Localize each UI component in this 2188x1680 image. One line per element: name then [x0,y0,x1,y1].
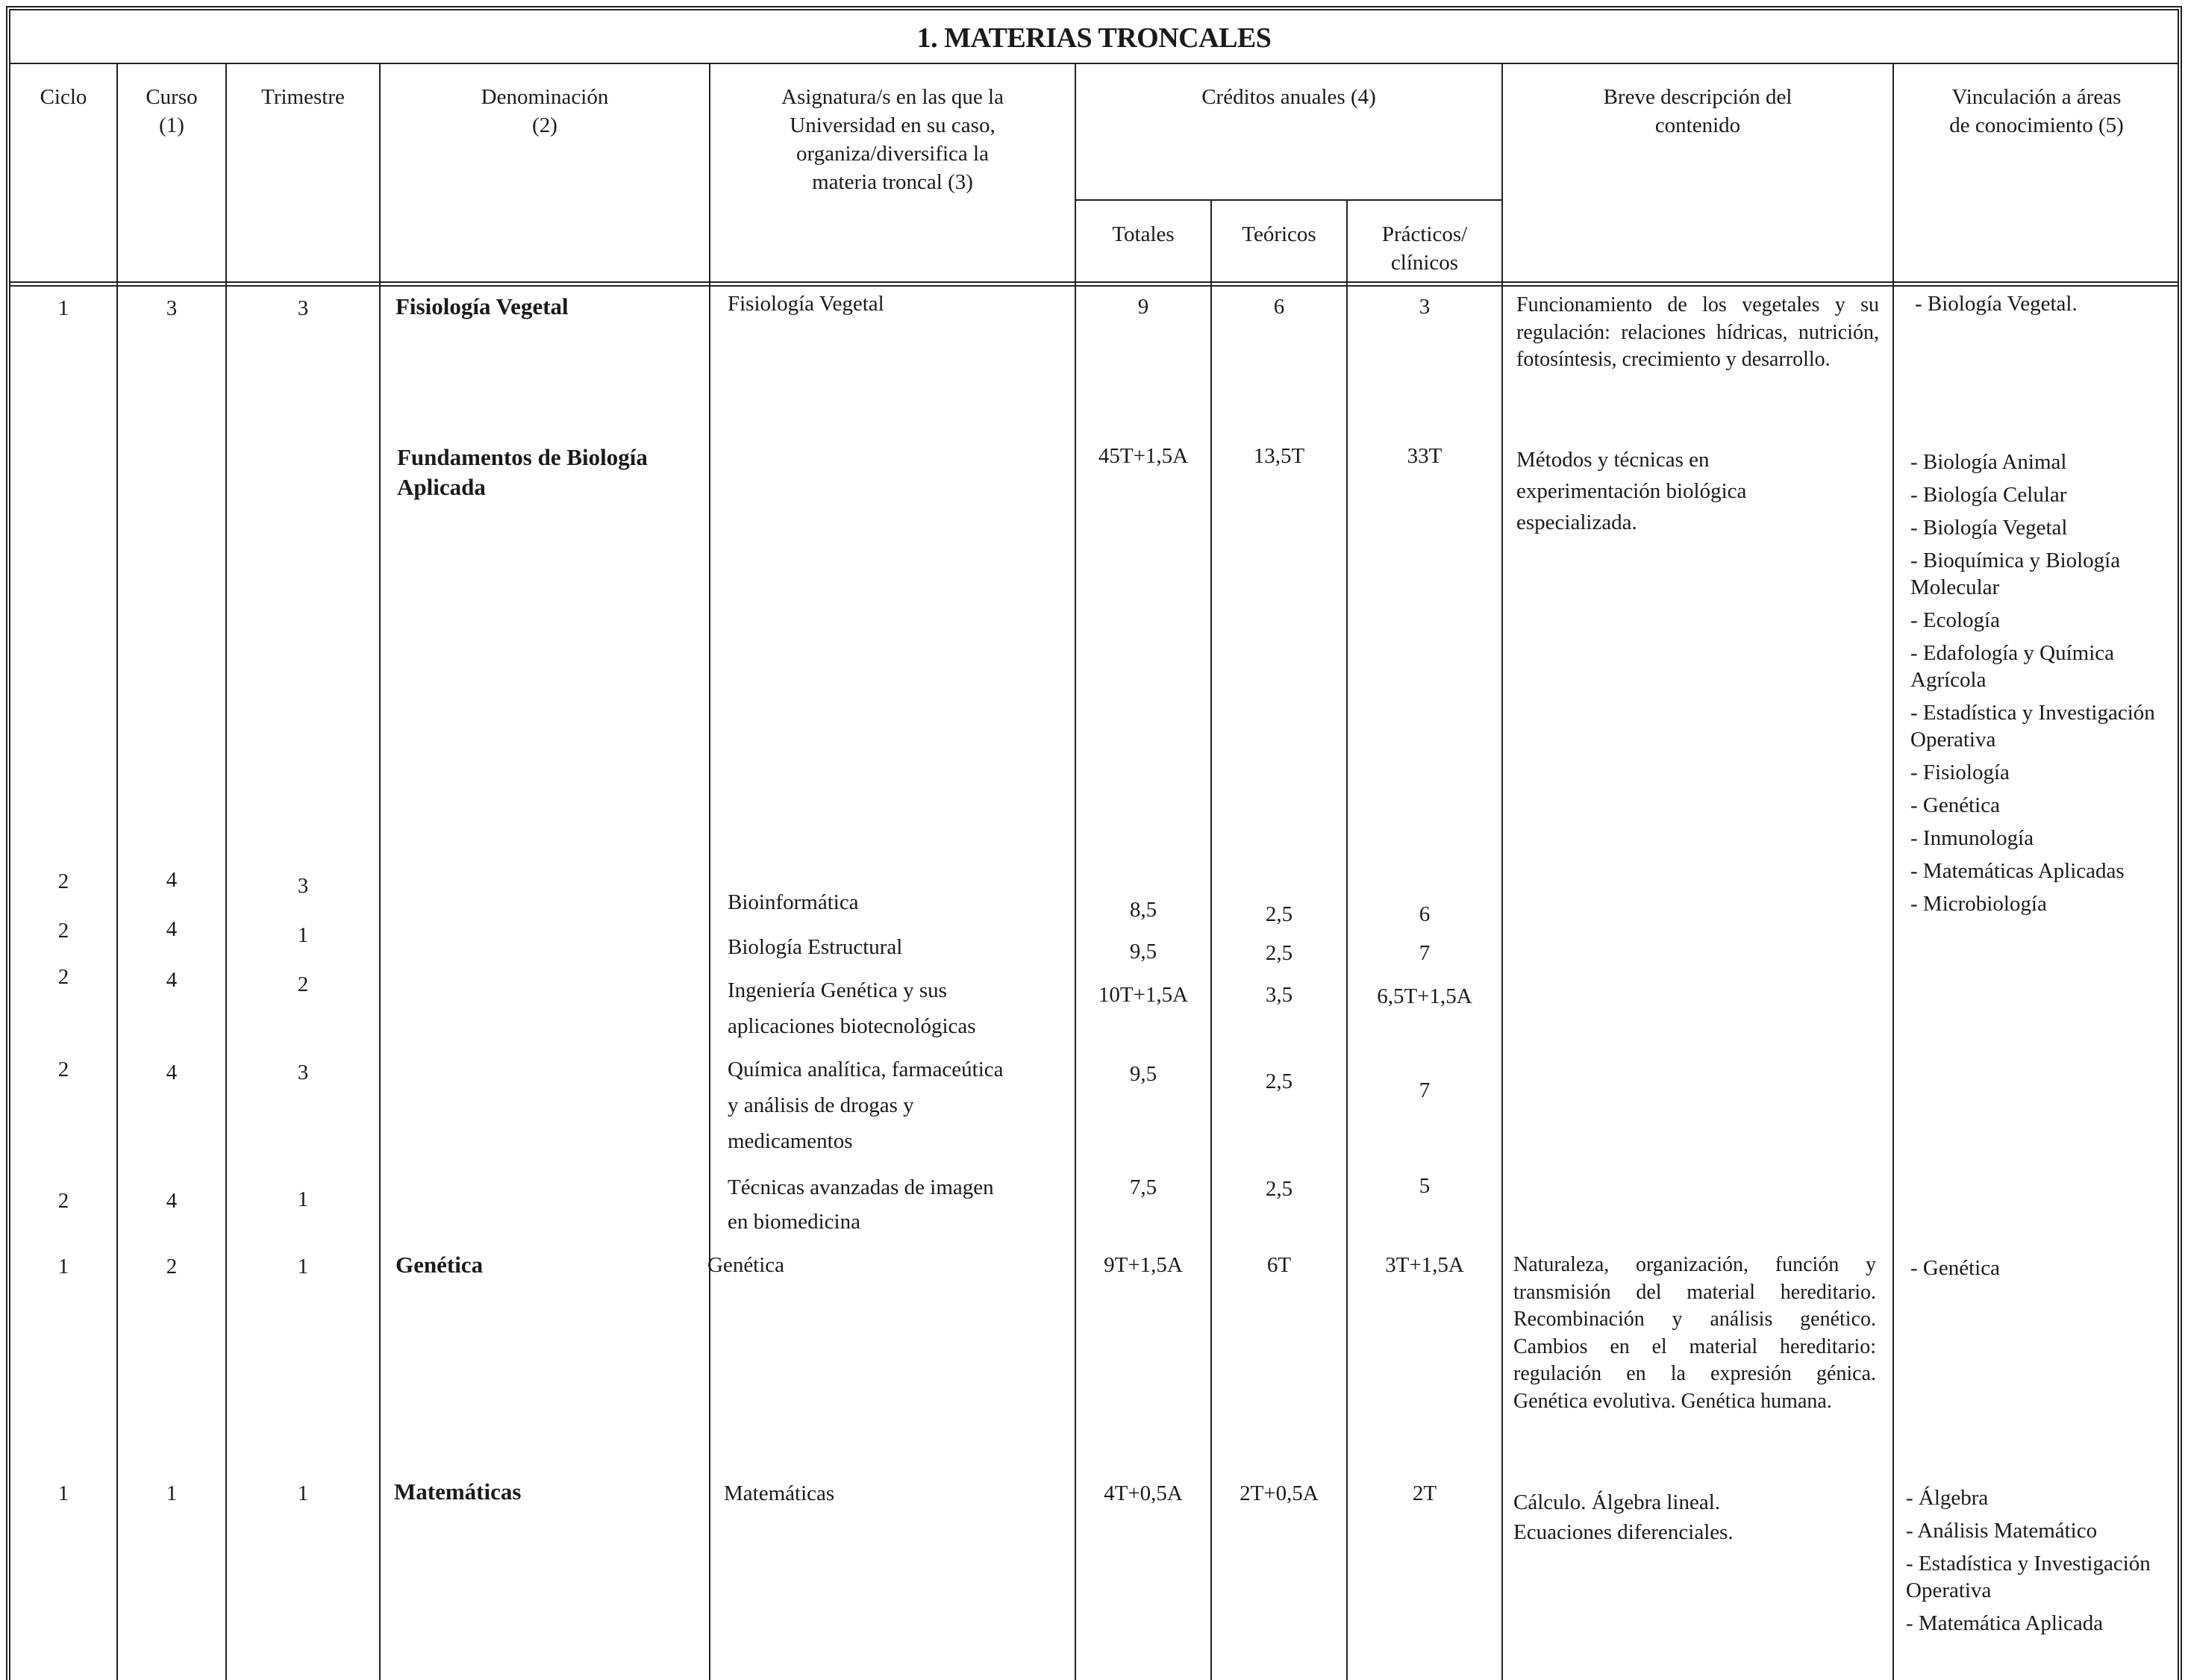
cell-curso: 4 [166,868,178,892]
cell-asignatura-line2: aplicaciones biotecnológicas [728,1014,976,1038]
cell-denominacion-line2: Aplicada [397,474,486,500]
area-item: - Fisiología [1910,761,2010,784]
area-item: - Inmunología [1910,826,2034,850]
cell-asignatura: Química analítica, farmaceútica [728,1058,1004,1081]
cell-descripcion: experimentación biológica [1516,479,1747,503]
cell-teoricos: 2,5 [1265,1069,1293,1093]
header-breve-line2: contenido [1654,113,1741,137]
area-item: - Matemática Aplicada [1906,1611,2104,1635]
cell-teoricos: 2,5 [1265,902,1293,926]
cell-practicos: 3T+1,5A [1385,1253,1464,1277]
cell-area-list [1906,1484,2166,1643]
col-divider [709,64,710,1680]
cell-curso: 4 [166,1189,178,1213]
header-vinculacion-line2: de conocimiento (5) [1949,113,2124,137]
cell-trimestre: 2 [297,972,309,996]
header-curso-note: (1) [159,113,184,137]
cell-asignatura-line2: en biomedicina [728,1210,860,1234]
cell-practicos: 3 [1419,295,1431,319]
cell-ciclo: 1 [57,1481,69,1505]
cell-totales: 10T+1,5A [1098,983,1189,1007]
cell-asignatura-line3: medicamentos [728,1129,853,1153]
cell-ciclo: 1 [57,296,69,320]
cell-denominacion: Fisiología Vegetal [396,293,569,319]
cell-ciclo: 2 [57,1189,69,1213]
cell-denominacion: Fundamentos de Biología [397,444,648,470]
area-item: - Biología Celular [1910,483,2067,507]
header-vinculacion: Vinculación a áreas [1951,85,2122,109]
cell-asignatura: Genética [707,1253,785,1277]
cell-totales: 8,5 [1129,898,1157,922]
header-curso: Curso [146,85,198,109]
area-item: - Análisis Matemático [1906,1519,2098,1543]
cell-teoricos: 13,5T [1253,444,1305,468]
cell-teoricos: 6 [1273,295,1285,319]
area-item: - Estadística y Investigación Operativa [1910,701,2155,752]
cell-descripcion: Ecuaciones diferenciales. [1513,1520,1734,1544]
cell-teoricos: 2,5 [1265,941,1293,965]
col-divider [1892,64,1894,1680]
header-denominacion-note: (2) [532,113,557,137]
area-item: - Microbiología [1910,892,2047,916]
header-breve: Breve descripción del [1603,85,1792,109]
cell-ciclo: 2 [57,869,69,893]
cell-asignatura: Técnicas avanzadas de imagen [728,1175,994,1199]
cell-totales: 9T+1,5A [1104,1253,1183,1277]
cell-trimestre: 1 [297,923,309,947]
cell-ciclo: 1 [57,1255,69,1278]
area-item: - Biología Vegetal [1910,516,2068,540]
cell-trimestre: 1 [297,1481,309,1505]
header-bottom-rule-2 [9,285,2179,287]
cell-trimestre: 3 [297,874,309,898]
cell-descripcion: Cálculo. Álgebra lineal. [1513,1490,1721,1514]
area-item: - Genética [1910,793,2000,817]
cell-asignatura-line2: y análisis de drogas y [728,1093,914,1117]
cell-curso: 1 [166,1481,178,1505]
cell-area-list [1910,449,2166,923]
cell-curso: 2 [166,1255,178,1278]
cell-trimestre: 1 [297,1187,309,1211]
cell-descripcion: Naturaleza, organización, función y transmisión del material hereditario. Recombinación y análisis genético. Cambios en el material hereditario: regulación en la expresión génica. Genética evolutiva. Genética humana. [1513,1253,1876,1413]
title-rule [9,63,2179,64]
area-item: - Biología Animal [1910,450,2067,474]
cell-teoricos: 6T [1266,1253,1292,1277]
header-asignatura-line: Universidad en su caso, [790,113,995,137]
cell-practicos: 5 [1419,1174,1431,1198]
header-creditos: Créditos anuales (4) [1201,85,1376,109]
area-item: - Estadística y Investigación Operativa [1906,1552,2151,1602]
cell-practicos: 7 [1419,1078,1431,1102]
header-teoricos: Teóricos [1242,222,1316,246]
area-item: - Edafología y Química Agrícola [1910,641,2114,692]
col-divider [1501,64,1503,1680]
cell-ciclo: 2 [57,1058,69,1081]
cell-denominacion: Matemáticas [394,1478,522,1505]
cell-area: - Biología Vegetal. [1915,292,2078,316]
area-item: - Álgebra [1906,1486,1989,1510]
cell-asignatura: Bioinformática [728,890,859,914]
area-item: - Bioquímica y Biología Molecular [1910,549,2121,599]
cell-totales: 4T+0,5A [1104,1481,1183,1505]
cell-totales: 9,5 [1129,940,1157,964]
header-denominacion: Denominación [481,85,609,109]
cell-practicos: 6,5T+1,5A [1377,984,1472,1008]
header-ciclo: Ciclo [40,85,87,109]
col-divider [379,64,381,1680]
header-bottom-rule [9,281,2179,283]
cell-area: - Genética [1910,1256,2000,1280]
cell-trimestre: 3 [297,296,309,320]
cell-ciclo: 2 [57,919,69,943]
header-asignatura-line: materia troncal (3) [812,170,973,194]
header-asignatura-line: Asignatura/s en las que la [781,85,1004,109]
cell-teoricos: 2,5 [1265,1177,1293,1201]
cell-asignatura: Matemáticas [724,1481,835,1505]
area-item: - Matemáticas Aplicadas [1910,859,2125,883]
cell-asignatura: Biología Estructural [728,935,903,959]
cell-asignatura: Ingeniería Genética y sus [728,978,947,1002]
area-item: - Ecología [1910,608,2000,632]
table-title: 1. MATERIAS TRONCALES [916,22,1272,54]
cell-trimestre: 1 [297,1255,309,1278]
header-practicos: Prácticos/ [1381,222,1468,246]
cell-practicos: 7 [1419,941,1431,965]
cell-denominacion: Genética [396,1252,484,1278]
credits-subheader-rule [1075,199,1501,201]
cell-practicos: 2T [1412,1481,1437,1505]
cell-descripcion: Funcionamiento de los vegetales y su regulación: relaciones hídricas, nutrición, fotosíntesis, crecimiento y desarrollo. [1516,293,1879,371]
cell-descripcion: Métodos y técnicas en [1516,448,1710,472]
cell-teoricos: 3,5 [1265,983,1293,1007]
cell-practicos: 33T [1407,444,1442,468]
cell-totales: 9,5 [1129,1062,1157,1086]
header-practicos-line2: clínicos [1390,251,1459,275]
cell-curso: 3 [166,296,178,320]
cell-asignatura: Fisiología Vegetal [728,292,884,316]
cell-trimestre: 3 [297,1061,309,1084]
page-border-inner [9,9,2179,1680]
cell-totales: 9 [1137,295,1149,319]
header-asignatura-line: organiza/diversifica la [796,142,989,166]
cell-curso: 4 [166,1061,178,1084]
cell-totales: 45T+1,5A [1098,444,1189,468]
cell-ciclo: 2 [57,965,69,989]
cell-curso: 4 [166,968,178,992]
cell-curso: 4 [166,917,178,941]
cell-totales: 7,5 [1129,1175,1157,1199]
header-totales: Totales [1112,222,1175,246]
cell-descripcion: especializada. [1516,510,1637,534]
cell-practicos: 6 [1419,902,1431,926]
header-trimestre: Trimestre [261,85,345,109]
cell-teoricos: 2T+0,5A [1240,1481,1319,1505]
